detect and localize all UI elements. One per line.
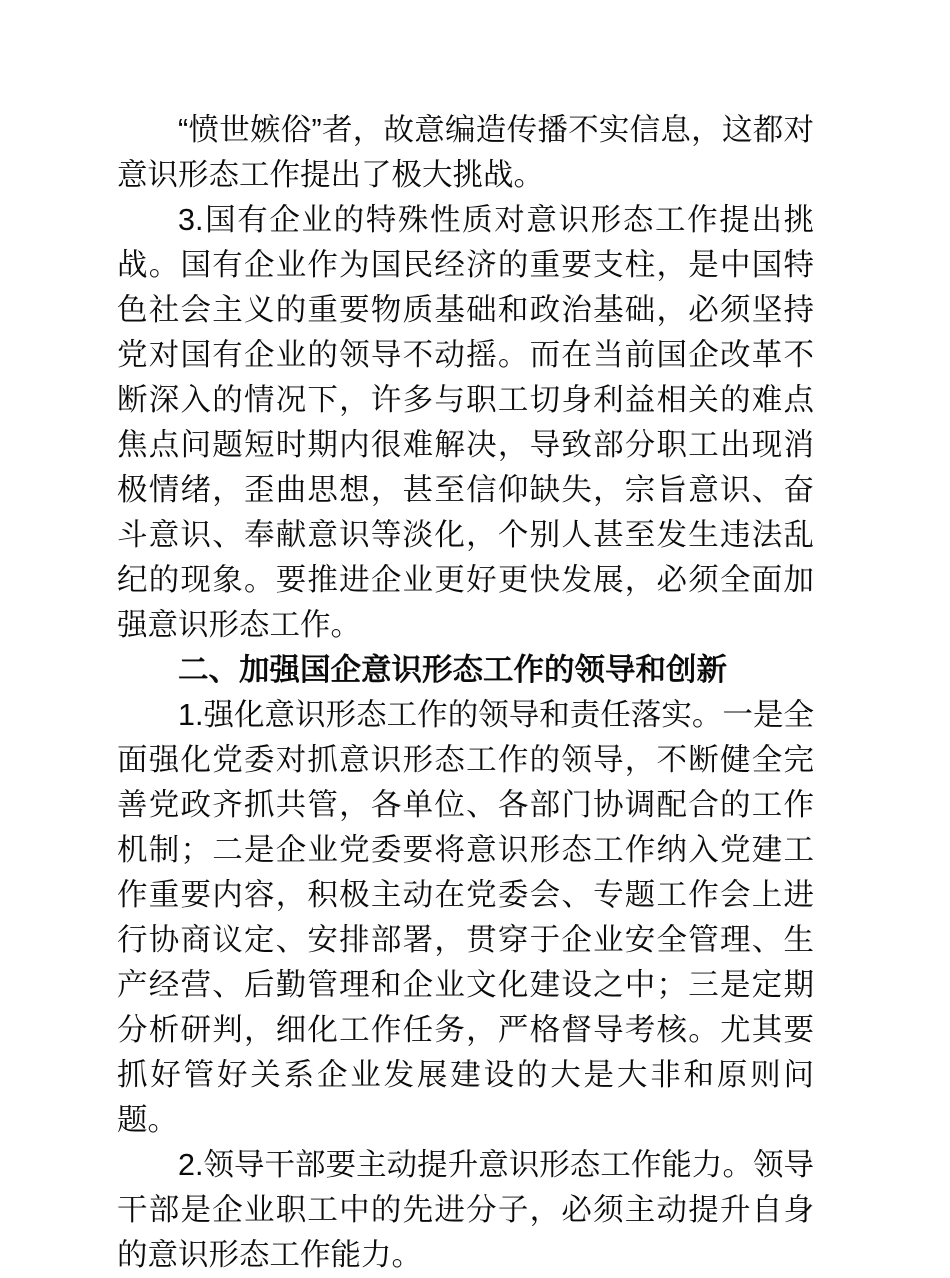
- paragraph-p5: 2.领导干部要主动提升意识形态工作能力。领导干部是企业职工中的先进分子，必须主动提升自身的意识形态工作能力。: [117, 1148, 814, 1272]
- paragraph-p1: “愤世嫉俗”者，故意编造传播不实信息，这都对意识形态工作提出了极大挑战。: [117, 113, 814, 192]
- document-body: [117, 108, 814, 1278]
- section-heading-two: 二、加强国企意识形态工作的领导和创新: [178, 653, 727, 687]
- paragraph-p4: 1.强化意识形态工作的领导和责任落实。一是全面强化党委对抓意识形态工作的领导，不断健全完善党政齐抓共管，各单位、各部门协调配合的工作机制；二是企业党委要将意识形态工作纳入党建工作重要内容，积极主动在党委会、专题工作会上进行协商议定、安排部署，贯穿于企业安全管理、生产经营、后勤管理和企业文化建设之中；三是定期分析研判，细化工作任务，严格督导考核。尤其要抓好管好关系企业发展建设的大是大非和原则问题。: [117, 698, 814, 1137]
- paragraph-p2: 3.国有企业的特殊性质对意识形态工作提出挑战。国有企业作为国民经济的重要支柱，是中国特色社会主义的重要物质基础和政治基础，必须坚持党对国有企业的领导不动摇。而在当前国企改革不断深入的情况下，许多与职工切身利益相关的难点焦点问题短时期内很难解决，导致部分职工出现消极情绪，歪曲思想，甚至信仰缺失，宗旨意识、奋斗意识、奉献意识等淡化，个别人甚至发生违法乱纪的现象。要推进企业更好更快发展，必须全面加强意识形态工作。: [117, 203, 814, 642]
